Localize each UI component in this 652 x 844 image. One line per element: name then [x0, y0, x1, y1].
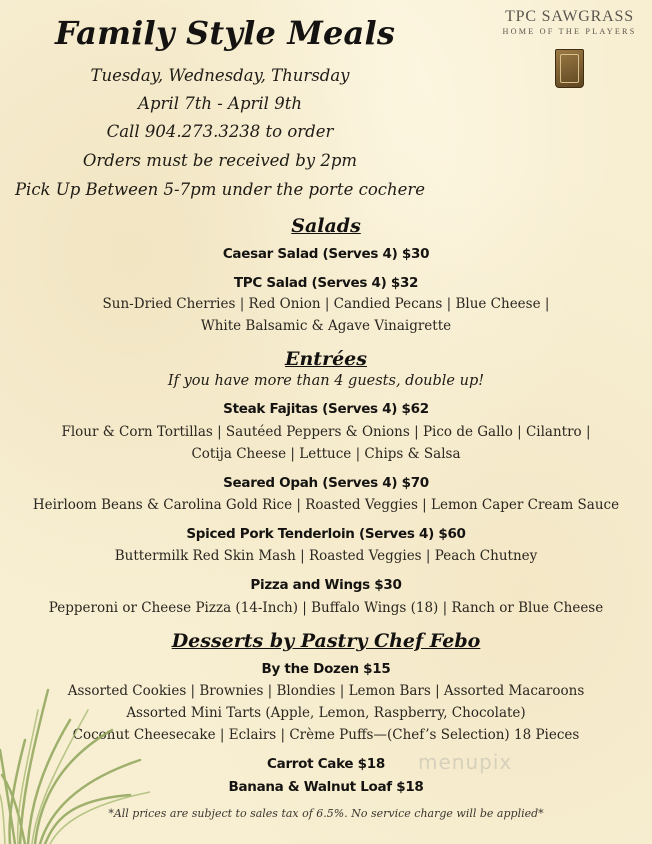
- fajitas-description-2: Cotija Cheese | Lettuce | Chips & Salsa: [191, 446, 461, 462]
- tpc-salad-description-2: White Balsamic & Agave Vinaigrette: [200, 318, 452, 334]
- menu-item-banana-loaf: Banana & Walnut Loaf $18: [228, 779, 424, 795]
- brand-name: TPC SAWGRASS: [505, 8, 634, 25]
- menu-item-by-the-dozen: By the Dozen $15: [261, 661, 391, 677]
- dozen-description-1: Assorted Cookies | Brownies | Blondies | Lemon Bars | Assorted Macaroons: [67, 683, 585, 699]
- watermark: menupix: [418, 750, 513, 774]
- dozen-description-3: Coconut Cheesecake | Eclairs | Crème Puffs—(Chef’s Selection) 18 Pieces: [72, 727, 580, 743]
- tpc-salad-description-1: Sun-Dried Cherries | Red Onion | Candied Pecans | Blue Cheese |: [102, 296, 550, 312]
- order-deadline: Orders must be received by 2pm: [82, 151, 358, 170]
- dozen-description-2: Assorted Mini Tarts (Apple, Lemon, Raspberry, Chocolate): [126, 705, 526, 721]
- order-dates: April 7th - April 9th: [138, 94, 302, 113]
- menu-item-caesar-salad: Caesar Salad (Serves 4) $30: [222, 246, 430, 262]
- pizza-description: Pepperoni or Cheese Pizza (14-Inch) | Buffalo Wings (18) | Ranch or Blue Cheese: [48, 600, 604, 616]
- fajitas-description-1: Flour & Corn Tortillas | Sautéed Peppers & Onions | Pico de Gallo | Cilantro |: [61, 424, 591, 440]
- menu-item-steak-fajitas: Steak Fajitas (Serves 4) $62: [223, 401, 429, 417]
- pork-description: Buttermilk Red Skin Mash | Roasted Veggies | Peach Chutney: [114, 548, 538, 564]
- desserts-heading: Desserts by Pastry Chef Febo: [171, 630, 481, 652]
- menu-item-pork-tenderloin: Spiced Pork Tenderloin (Serves 4) $60: [186, 526, 466, 542]
- menu-item-seared-opah: Seared Opah (Serves 4) $70: [223, 475, 429, 491]
- entrees-heading: Entrées: [285, 348, 367, 370]
- order-days: Tuesday, Wednesday, Thursday: [90, 66, 350, 85]
- menu-item-pizza-wings: Pizza and Wings $30: [250, 577, 402, 593]
- opah-description: Heirloom Beans & Carolina Gold Rice | Roasted Veggies | Lemon Caper Cream Sauce: [32, 497, 620, 513]
- salads-heading: Salads: [291, 215, 361, 237]
- page-title: Family Style Meals: [55, 14, 396, 52]
- menu-item-tpc-salad: TPC Salad (Serves 4) $32: [233, 275, 419, 291]
- crest-icon: [555, 49, 584, 88]
- brand-tagline: HOME OF THE PLAYERS: [502, 27, 637, 36]
- pickup-info: Pick Up Between 5-7pm under the porte cochere: [14, 180, 426, 199]
- entrees-note: If you have more than 4 guests, double up!: [167, 373, 485, 389]
- grass-decoration: [0, 680, 150, 844]
- brand-logo: [492, 8, 647, 36]
- order-phone: Call 904.273.3238 to order: [106, 122, 334, 141]
- menu-item-carrot-cake: Carrot Cake $18: [267, 756, 385, 772]
- tax-note: *All prices are subject to sales tax of 6.5%. No service charge will be applied*: [108, 807, 544, 820]
